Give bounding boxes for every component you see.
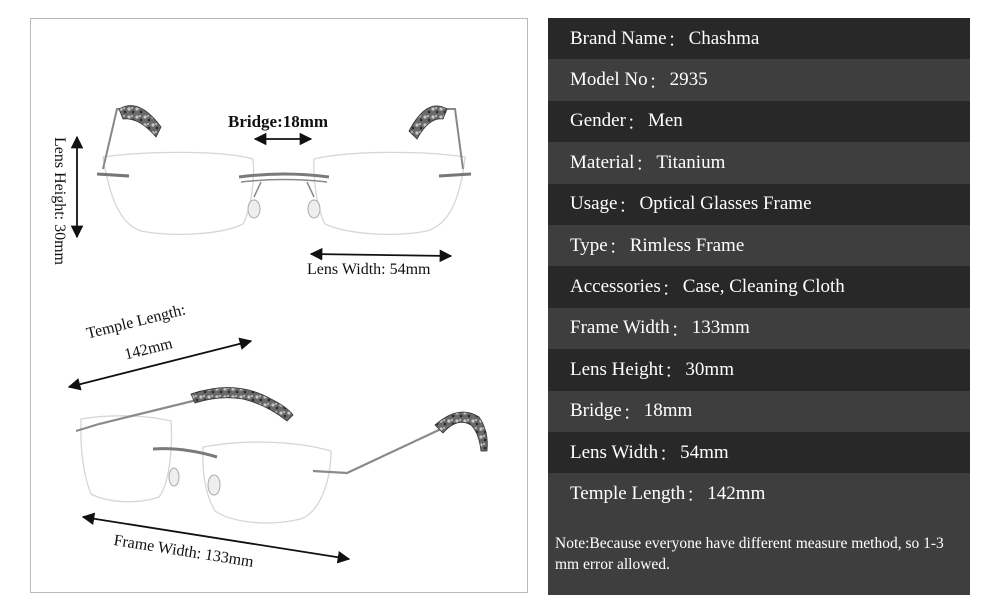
- spec-label: Type: [570, 234, 608, 256]
- spec-value: 18mm: [643, 400, 693, 422]
- spec-value: 30mm: [685, 358, 734, 380]
- spec-separator: ：: [664, 361, 684, 383]
- spec-separator: ：: [648, 71, 668, 93]
- angled-view-glasses: [76, 388, 487, 523]
- spec-label: Model No: [570, 69, 648, 91]
- spec-label: Accessories: [570, 276, 661, 298]
- spec-row-frame-width: [548, 308, 970, 349]
- spec-row-usage: [548, 184, 970, 225]
- spec-label: Lens Width: [570, 441, 659, 463]
- spec-separator: ：: [670, 319, 690, 341]
- spec-label: Bridge: [570, 400, 622, 422]
- spec-separator: ：: [618, 195, 638, 217]
- spec-row-lens-height: [548, 349, 970, 390]
- lens-width-dimension-arrow: [311, 254, 451, 256]
- lens-height-label: Lens Height: 30mm: [51, 137, 68, 265]
- spec-label: Brand Name: [570, 27, 667, 49]
- lens-width-label: Lens Width: 54mm: [307, 261, 431, 278]
- spec-row-accessories: [548, 266, 970, 307]
- spec-value: Titanium: [656, 151, 726, 173]
- spec-label: Frame Width: [570, 317, 670, 339]
- spec-row-type: [548, 225, 970, 266]
- spec-label: Usage: [570, 193, 618, 215]
- spec-row-bridge: [548, 391, 970, 432]
- spec-separator: ：: [659, 444, 679, 466]
- spec-row-temple-length: [548, 473, 970, 514]
- spec-row-brand: [548, 18, 970, 59]
- spec-value: 133mm: [691, 317, 750, 339]
- spec-separator: ：: [667, 30, 687, 52]
- spec-row-lens-width: [548, 432, 970, 473]
- spec-label: Material: [570, 151, 635, 173]
- spec-value: Optical Glasses Frame: [639, 193, 812, 215]
- spec-separator: ：: [661, 278, 681, 300]
- spec-label: Temple Length: [570, 482, 686, 504]
- spec-separator: ：: [622, 402, 642, 424]
- spec-value: Men: [647, 110, 683, 132]
- spec-row-material: [548, 142, 970, 183]
- spec-separator: ：: [626, 112, 646, 134]
- bridge-label: Bridge:18mm: [228, 112, 329, 131]
- spec-separator: ：: [686, 485, 706, 507]
- temple-length-label-line2: 142mm: [122, 335, 175, 364]
- spec-row-model: [548, 59, 970, 100]
- spec-value: 142mm: [707, 482, 766, 504]
- spec-label: Gender: [570, 110, 626, 132]
- spec-value: 54mm: [680, 441, 729, 463]
- spec-separator: ：: [635, 154, 655, 176]
- product-diagram-panel: [30, 18, 528, 593]
- temple-length-label-line1: Temple Length:: [84, 301, 188, 343]
- glasses-illustration: [31, 19, 529, 594]
- spec-value: Rimless Frame: [629, 234, 745, 256]
- spec-value: Case, Cleaning Cloth: [682, 276, 845, 298]
- spec-table: [548, 18, 970, 595]
- frame-width-label: Frame Width: 133mm: [112, 532, 255, 571]
- spec-row-gender: [548, 101, 970, 142]
- measurement-note: Note:Because everyone have different measure method, so 1-3 mm error allowed.: [548, 515, 970, 595]
- spec-separator: ：: [608, 237, 628, 259]
- spec-value: 2935: [669, 69, 708, 91]
- spec-value: Chashma: [688, 27, 760, 49]
- spec-label: Lens Height: [570, 358, 664, 380]
